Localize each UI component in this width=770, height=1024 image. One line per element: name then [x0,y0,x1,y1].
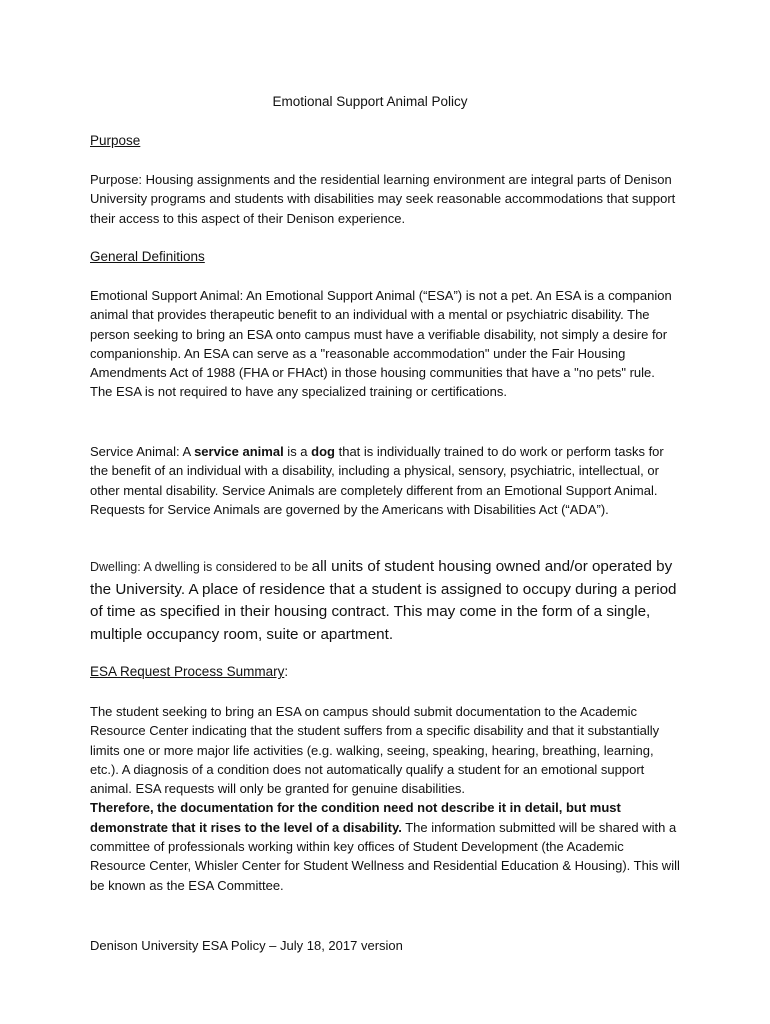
dwelling-paragraph [90,556,680,646]
esa-process-paragraph [90,702,680,895]
esa-definition-paragraph [90,286,680,402]
service-prefix: Service Animal: A [90,444,195,459]
esa-process-colon: : [284,664,289,679]
esa-process-text [90,702,680,895]
page-footer: Denison University ESA Policy – July 18, 2017 version [90,938,403,953]
dwelling-text [90,556,680,646]
purpose-paragraph [90,170,680,228]
purpose-heading: Purpose [90,133,141,148]
dwelling-prefix: Dwelling: A dwelling is considered to be [90,560,312,574]
esa-process-heading-row [90,664,288,679]
esa-definition-text: Emotional Support Animal: An Emotional Support Animal (“ESA”) is not a pet. An ESA is a companion animal that provides therapeutic benefit to an individual with a mental or psychiatric disability. The person seeking to bring an ESA onto campus must have a verifiable disability, not simply a desire for companionship. An ESA can serve as a "reasonable accommodation" under the Fair Housing Amendments Act of 1988 (FHA or FHAct) in those housing communities that have a "no pets" rule. The ESA is not required to have any specialized training or certifications. [90,288,672,400]
service-animal-text [90,442,680,519]
service-term-dog: dog [311,444,335,459]
definitions-heading: General Definitions [90,249,205,264]
service-term-service-animal: service animal [194,444,284,459]
service-rest: that is individually trained to do work or perform tasks for the benefit of an individual with a disability, including a physical, sensory, psychiatric, intellectual, or other mental disability. Service Animals are completely different from an Emotional Support Animal. Requests for Service Animals are governed by the Americans with Disabilities Act (“ADA”). [90,444,664,517]
service-mid: is a [283,444,312,459]
service-animal-paragraph [90,442,680,519]
dwelling-rest: all units of student housing owned and/or operated by the University. A place of residence that a student is assigned to occupy during a period of time as specified in their housing contract. This may come in the form of a single, multiple occupancy room, suite or apartment. [90,558,677,643]
esa-process-body-2: The information submitted will be shared with a committee of professionals working within key offices of Student Development (the Academic Resource Center, Whisler Center for Student Wellness and Residential Education & Housing). This will be known as the ESA Committee. [90,819,680,893]
esa-process-bold-statement: Therefore, the documentation for the condition need not describe it in detail, but must demonstrate that it rises to the level of a disability. [90,800,621,835]
esa-process-heading: ESA Request Process Summary [90,664,285,679]
purpose-text: Purpose: Housing assignments and the residential learning environment are integral parts of Denison University programs and students with disabilities may seek reasonable accommodations that support their access to this aspect of their Denison experience. [90,172,676,226]
esa-process-body-1: The student seeking to bring an ESA on campus should submit documentation to the Academic Resource Center indicating that the student suffers from a specific disability and that it substantially limits one or more major life activities (e.g. walking, seeing, speaking, hearing, breathing, learning, etc.). A diagnosis of a condition does not automatically qualify a student for an emotional support animal. ESA requests will only be granted for genuine disabilities. [90,704,660,797]
document-title: Emotional Support Animal Policy [272,94,468,109]
